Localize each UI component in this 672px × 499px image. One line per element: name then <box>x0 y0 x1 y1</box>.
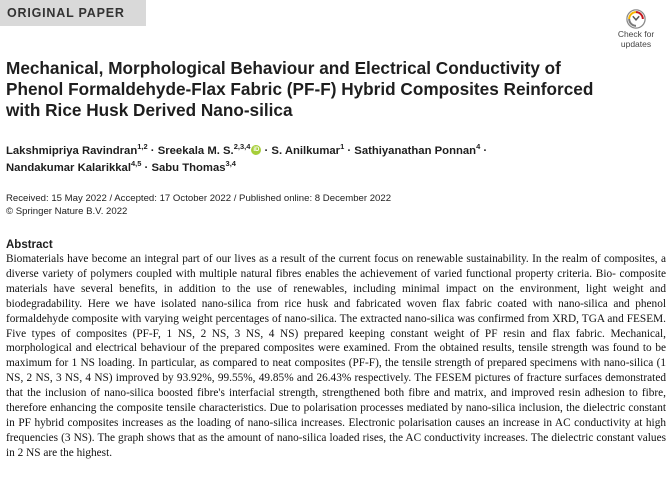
author-affiliation-sup: 1 <box>340 142 345 151</box>
check-for-updates-line-1: Check for <box>617 29 655 39</box>
copyright-line: © Springer Nature B.V. 2022 <box>6 205 128 217</box>
author-separator: · <box>483 145 488 157</box>
author-name[interactable]: Sabu Thomas <box>151 162 226 174</box>
author-name[interactable]: S. Anilkumar <box>271 145 341 157</box>
check-for-updates-icon <box>625 9 647 29</box>
check-for-updates-line-2: updates <box>620 39 652 49</box>
author-list <box>6 143 646 177</box>
check-for-updates-badge[interactable] <box>614 9 658 49</box>
author-affiliation-sup: 1,2 <box>137 142 148 151</box>
abstract-text: Biomaterials have become an integral part of our lives as a result of the current focus on renewable sustainability. In the realm of composites, a diverse variety of polymers coupled with multiple natural fibres enables the achievement of varied functional property criteria. Bio- composite materials have several benefits, in addition to the use of renewables, including minimal impact on the environment, light weight and biodegradability. Here we have isolated nano-silica from rice husk and fabricated woven flax fabric coated with nano-silica and phenol formaldehyde composite with varying weight percentages of nano-silica. The extracted nano-silica was confirmed from XRD, TGA and FESEM. Five types of composites (PF-F, 1 NS, 2 NS, 3 NS, 4 NS) prepared keeping constant weight of PF resin and flax fabric. Mechanical, morphological and electrical behaviour of the prepared composites were examined. From the obtained results, tensile strength was found to be maximum for 1 NS loading. In particular, as compared to neat composites (PF-F), the tensile strength of prepared specimens with nano-silica (1 NS, 2 NS, 3 NS, 4 NS) improved by 93.92%, 99.55%, 49.85% and 26.43% respectively. The FESEM pictures of fracture surfaces demonstrated that the inclusion of nano-silica boosted fibre's interfacial strength, strengthened both fibre and matrix, and improved resin adhesion to fibre, therefore enhancing the composite tensile characteristics. Due to polarisation processes mediated by nano-silica inclusion, the dielectric constant in PF hybrid composites increases as the loading of nano-silica increases. Electronic polarisation causes an increase in AC conductivity at high frequencies (3 NS). The graph shows that as the amount of nano-silica loaded rises, the AC conductivity increases. The dielectric constant values in 2 NS are the highest. <box>6 253 666 459</box>
author-affiliation-sup: 3,4 <box>225 159 236 168</box>
article-type-label: ORIGINAL PAPER <box>7 6 125 20</box>
author-name[interactable]: Nandakumar Kalarikkal <box>6 162 131 174</box>
publication-dates <box>6 193 646 218</box>
history-dates: Received: 15 May 2022 / Accepted: 17 October 2022 / Published online: 8 December 2022 <box>6 193 392 204</box>
author-affiliation-sup: 2,3,4 <box>233 142 251 151</box>
orcid-icon[interactable] <box>251 145 261 155</box>
article-title: Mechanical, Morphological Behaviour and Electrical Conductivity of Phenol Formaldehyde-Flax Fabric (PF-F) Hybrid Composites Reinforced with Rice Husk Derived Nano-silica <box>6 58 594 120</box>
abstract-heading: Abstract <box>6 239 53 251</box>
author-name[interactable]: Lakshmipriya Ravindran <box>6 145 138 157</box>
article-type-banner <box>0 0 146 26</box>
author-name[interactable]: Sathiyanathan Ponnan <box>354 145 477 157</box>
author-separator: · <box>264 145 269 157</box>
author-separator: · <box>150 145 155 157</box>
author-affiliation-sup: 4 <box>476 142 481 151</box>
author-separator: · <box>347 145 352 157</box>
author-name[interactable]: Sreekala M. S. <box>157 145 234 157</box>
author-separator: · <box>144 162 149 174</box>
author-affiliation-sup: 4,5 <box>130 159 142 168</box>
